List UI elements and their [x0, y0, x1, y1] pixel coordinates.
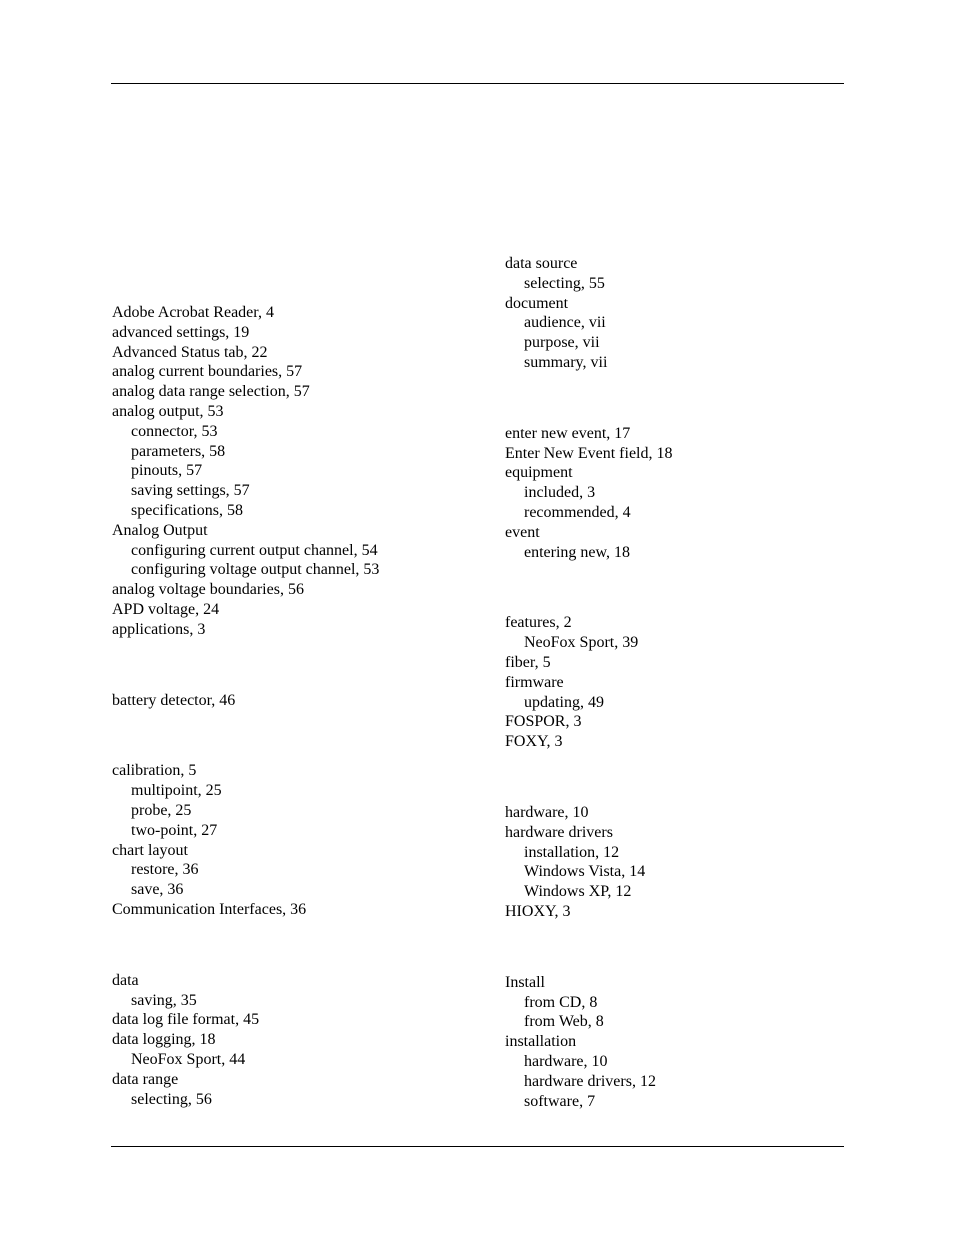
header-rule — [111, 83, 844, 84]
index-entry: hardware, 10 — [505, 803, 589, 821]
index-subentry: from Web, 8 — [524, 1013, 604, 1031]
index-subentry: selecting, 56 — [131, 1090, 212, 1108]
index-subentry: updating, 49 — [524, 693, 604, 711]
index-entry: fiber, 5 — [505, 653, 551, 671]
index-entry: Enter New Event field, 18 — [505, 444, 673, 462]
index-entry: data source — [505, 255, 578, 272]
section-gap — [112, 640, 472, 691]
index-subentry: summary, vii — [524, 353, 608, 371]
index-column-right — [505, 254, 865, 1111]
index-subentry: hardware drivers, 12 — [524, 1072, 656, 1090]
index-subentry: saving, 35 — [131, 991, 197, 1009]
index-subentry: saving settings, 57 — [131, 482, 250, 500]
index-subentry: parameters, 58 — [131, 442, 226, 460]
index-subentry: purpose, vii — [524, 334, 600, 352]
index-subentry: configuring voltage output channel, 53 — [131, 561, 380, 579]
index-entry: analog current boundaries, 57 — [112, 363, 303, 381]
section-gap — [505, 373, 865, 424]
index-subentry: included, 3 — [524, 484, 596, 502]
index-entry: chart layout — [112, 841, 188, 859]
index-entry: analog voltage boundaries, 56 — [112, 581, 304, 599]
index-subentry: installation, 12 — [524, 843, 620, 861]
index-entry: FOXY, 3 — [505, 733, 563, 751]
index-entry: installation — [505, 1033, 577, 1051]
index-entry: battery detector, 46 — [112, 691, 236, 709]
index-subentry: Windows Vista, 14 — [524, 863, 646, 881]
index-entry: data logging, 18 — [112, 1031, 216, 1049]
index-entry: Install — [505, 973, 545, 991]
index-subentry: entering new, 18 — [524, 543, 631, 561]
index-subentry: Windows XP, 12 — [524, 883, 632, 901]
section-gap — [505, 562, 865, 613]
section-gap — [112, 710, 472, 761]
index-subentry: NeoFox Sport, 39 — [524, 634, 639, 652]
index-subentry: selecting, 55 — [524, 274, 605, 292]
index-subentry: probe, 25 — [131, 801, 192, 819]
index-subentry: connector, 53 — [131, 422, 218, 440]
index-subentry: audience, vii — [524, 314, 606, 332]
index-subentry: configuring current output channel, 54 — [131, 541, 378, 559]
section-gap — [112, 920, 472, 971]
index-subentry: specifications, 58 — [131, 501, 243, 519]
index-subentry: recommended, 4 — [524, 503, 631, 521]
index-entry: APD voltage, 24 — [112, 600, 220, 618]
index-entry: analog output, 53 — [112, 402, 224, 420]
index-column-left — [112, 303, 472, 1109]
index-entry: data log file format, 45 — [112, 1011, 260, 1029]
index-subentry: save, 36 — [131, 881, 184, 899]
index-entry: FOSPOR, 3 — [505, 713, 582, 731]
index-entry: enter new event, 17 — [505, 424, 631, 442]
index-entry: equipment — [505, 464, 573, 482]
index-entry: applications, 3 — [112, 620, 206, 638]
footer-rule — [111, 1146, 844, 1147]
index-entry: data — [112, 971, 139, 989]
index-entry: calibration, 5 — [112, 762, 197, 780]
index-entry: hardware drivers — [505, 823, 613, 841]
index-entry: Analog Output — [112, 521, 208, 539]
index-subentry: from CD, 8 — [524, 993, 598, 1011]
section-gap — [505, 922, 865, 973]
index-entry: HIOXY, 3 — [505, 902, 571, 920]
index-entry: features, 2 — [505, 614, 572, 632]
index-entry: event — [505, 523, 540, 541]
index-entry: Advanced Status tab, 22 — [112, 343, 268, 361]
index-entry: data range — [112, 1070, 179, 1088]
index-entry: Adobe Acrobat Reader, 4 — [112, 304, 274, 321]
section-gap — [505, 752, 865, 803]
index-entry: document — [505, 294, 569, 312]
index-subentry: hardware, 10 — [524, 1052, 608, 1070]
index-subentry: pinouts, 57 — [131, 462, 203, 480]
index-entry: analog data range selection, 57 — [112, 383, 310, 401]
index-subentry: software, 7 — [524, 1092, 596, 1110]
index-subentry: NeoFox Sport, 44 — [131, 1050, 246, 1068]
index-entry: firmware — [505, 673, 564, 691]
index-subentry: multipoint, 25 — [131, 782, 222, 800]
index-entry: advanced settings, 19 — [112, 323, 250, 341]
index-subentry: restore, 36 — [131, 861, 199, 879]
index-subentry: two-point, 27 — [131, 821, 218, 839]
index-entry: Communication Interfaces, 36 — [112, 900, 307, 918]
